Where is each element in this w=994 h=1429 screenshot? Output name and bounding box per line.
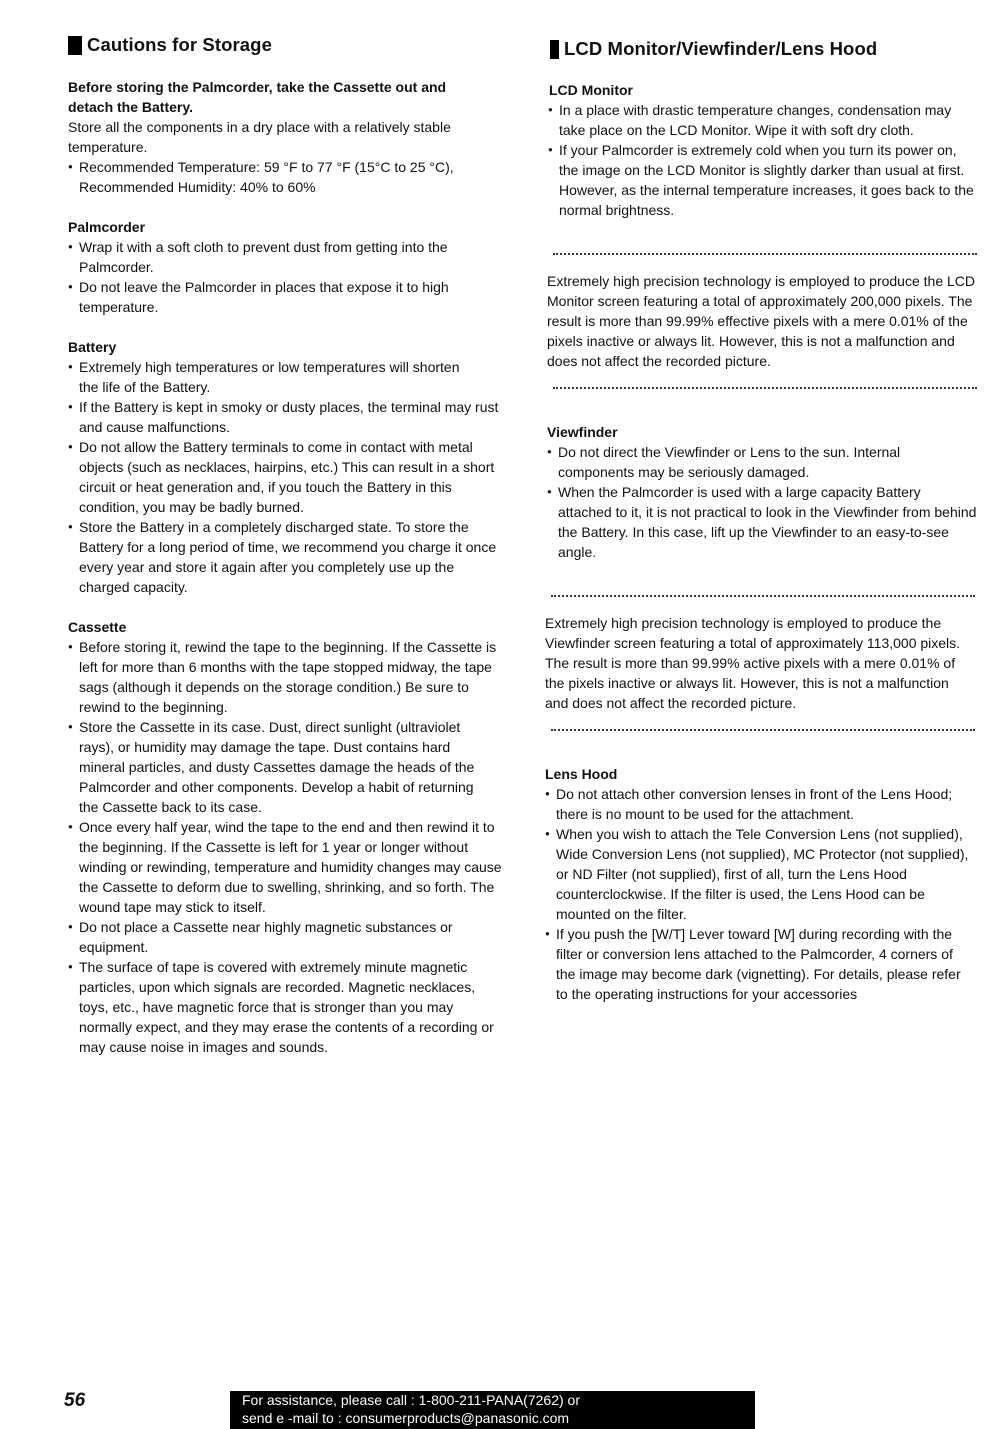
right-column <box>545 38 975 1004</box>
list-item: ● In a place with drastic temperature changes, condensation may take place on the LCD Monitor. Wipe it with soft dry cloth. <box>548 100 978 140</box>
assistance-phone-line: For assistance, please call : 1-800-211-PANA(7262) or <box>242 1392 580 1408</box>
subheading-lens-hood: Lens Hood <box>545 766 618 782</box>
viewfinder-list <box>547 442 977 562</box>
assistance-email-line: send e -mail to : consumerproducts@panasonic.com <box>242 1410 570 1426</box>
list-item: ● If your Palmcorder is extremely cold when you turn its power on, the image on the LCD Monitor is slightly darker than usual at first. However, as the internal temperature increases, it goes back to the normal brightness. <box>548 140 974 220</box>
storage-intro: Store all the components in a dry place with a relatively stable temperature. <box>68 119 451 155</box>
list-item: ● Do not direct the Viewfinder or Lens to the sun. Internal components may be seriously damaged. <box>547 442 962 482</box>
assistance-banner <box>230 1391 755 1429</box>
list-item: ● Extremely high temperatures or low temperatures will shorten the life of the Battery. <box>68 357 478 397</box>
list-item: ● Before storing it, rewind the tape to the beginning. If the Cassette is left for more than 6 months with the tape stopped midway, the tape sags (although it depends on the storage condition.) Be sure to rewind to the beginning. <box>68 637 506 717</box>
list-item: ● Once every half year, wind the tape to the end and then rewind it to the beginning. If the Cassette is left for 1 year or longer without winding or rewinding, temperature and humidity changes may cause the Cassette to deform due to swelling, shrinking, and so forth. The wound tape may stick to itself. <box>68 817 506 917</box>
list-item: ● If the Battery is kept in smoky or dusty places, the terminal may rust and cause malfunctions. <box>68 397 506 437</box>
palmcorder-list <box>68 237 506 317</box>
list-item: ● Do not allow the Battery terminals to come in contact with metal objects (such as necklaces, hairpins, etc.) This can result in a short circuit or heat generation and, if you touch the Battery in this condition, you may be badly burned. <box>68 437 506 517</box>
list-item: ● When you wish to attach the Tele Conversion Lens (not supplied), Wide Conversion Lens (not supplied), MC Protector (not supplied), or ND Filter (not supplied), first of all, turn the Lens Hood counterclockwise. If the filter is used, the Lens Hood can be mounted on the filter. <box>545 824 975 924</box>
subheading-lcd-monitor: LCD Monitor <box>549 82 633 98</box>
list-item: ● The surface of tape is covered with extremely minute magnetic particles, upon which signals are recorded. Magnetic necklaces, toys, etc., have magnetic force that is stronger than you may normally expect, and they may erase the contents of a recording or may cause noise in images and sounds. <box>68 957 500 1057</box>
dotted-divider <box>553 253 977 255</box>
lcd-monitor-list <box>548 100 978 220</box>
section-title-text: LCD Monitor/Viewfinder/Lens Hood <box>564 38 878 59</box>
list-item: ● When the Palmcorder is used with a large capacity Battery attached to it, it is not practical to look in the Viewfinder from behind the Battery. In this case, lift up the Viewfinder to an easy-to-see angle. <box>547 482 977 562</box>
subheading-palmcorder: Palmcorder <box>68 219 146 235</box>
section-title-lcd <box>550 38 975 60</box>
dotted-divider <box>551 595 975 597</box>
dotted-divider <box>551 729 975 731</box>
list-item: ● If you push the [W/T] Lever toward [W] during recording with the filter or conversion lens attached to the Palmcorder, 4 corners of the image may become dark (vignetting). For details, please refer to the operating instructions for your accessories <box>545 924 965 1004</box>
list-item: ● Do not attach other conversion lenses in front of the Lens Hood; there is no mount to be used for the attachment. <box>545 784 975 824</box>
left-column <box>68 34 506 1057</box>
dotted-divider <box>553 387 977 389</box>
section-title-storage <box>68 34 506 56</box>
page-number: 56 <box>64 1390 86 1411</box>
list-item: ● Recommended Temperature: 59 °F to 77 °F (15°C to 25 °C), Recommended Humidity: 40% to 60% <box>68 157 506 197</box>
lens-hood-list <box>545 784 975 1004</box>
subheading-viewfinder: Viewfinder <box>547 424 618 440</box>
subheading-battery: Battery <box>68 339 117 355</box>
list-item: ● Store the Cassette in its case. Dust, direct sunlight (ultraviolet rays), or humidity may damage the tape. Dust contains hard mineral particles, and dusty Cassettes damage the heads of the Palmcorder and other components. Develop a habit of returning the Cassette back to its case. <box>68 717 494 817</box>
battery-list <box>68 357 506 597</box>
section-marker-icon <box>550 40 559 59</box>
list-item: ● Store the Battery in a completely discharged state. To store the Battery for a long period of time, we recommend you charge it once every year and store it again after you completely use up the charged capacity. <box>68 517 506 597</box>
storage-lead: Before storing the Palmcorder, take the Cassette out and detach the Battery. <box>68 79 447 115</box>
subheading-cassette: Cassette <box>68 619 127 635</box>
section-marker-icon <box>68 36 82 55</box>
section-title-text: Cautions for Storage <box>87 34 272 55</box>
list-item: ● Do not leave the Palmcorder in places that expose it to high temperature. <box>68 277 488 317</box>
lcd-pixel-note: Extremely high precision technology is employed to produce the LCD Monitor screen featuring a total of approximately 200,000 pixels. The result is more than 99.99% effective pixels with a mere 0.01% of the pixels inactive or always lit. However, this is not a malfunction and does not affect the recorded picture. <box>547 273 976 369</box>
list-item: ● Wrap it with a soft cloth to prevent dust from getting into the Palmcorder. <box>68 237 506 277</box>
cassette-list <box>68 637 506 1057</box>
viewfinder-pixel-note: Extremely high precision technology is employed to produce the Viewfinder screen featuring a total of approximately 113,000 pixels. The result is more than 99.99% active pixels with a mere 0.01% of the pixels inactive or always lit. However, this is not a malfunction and does not affect the recorded picture. <box>545 615 961 711</box>
list-item: ● Do not place a Cassette near highly magnetic substances or equipment. <box>68 917 506 957</box>
storage-intro-list <box>68 157 506 197</box>
